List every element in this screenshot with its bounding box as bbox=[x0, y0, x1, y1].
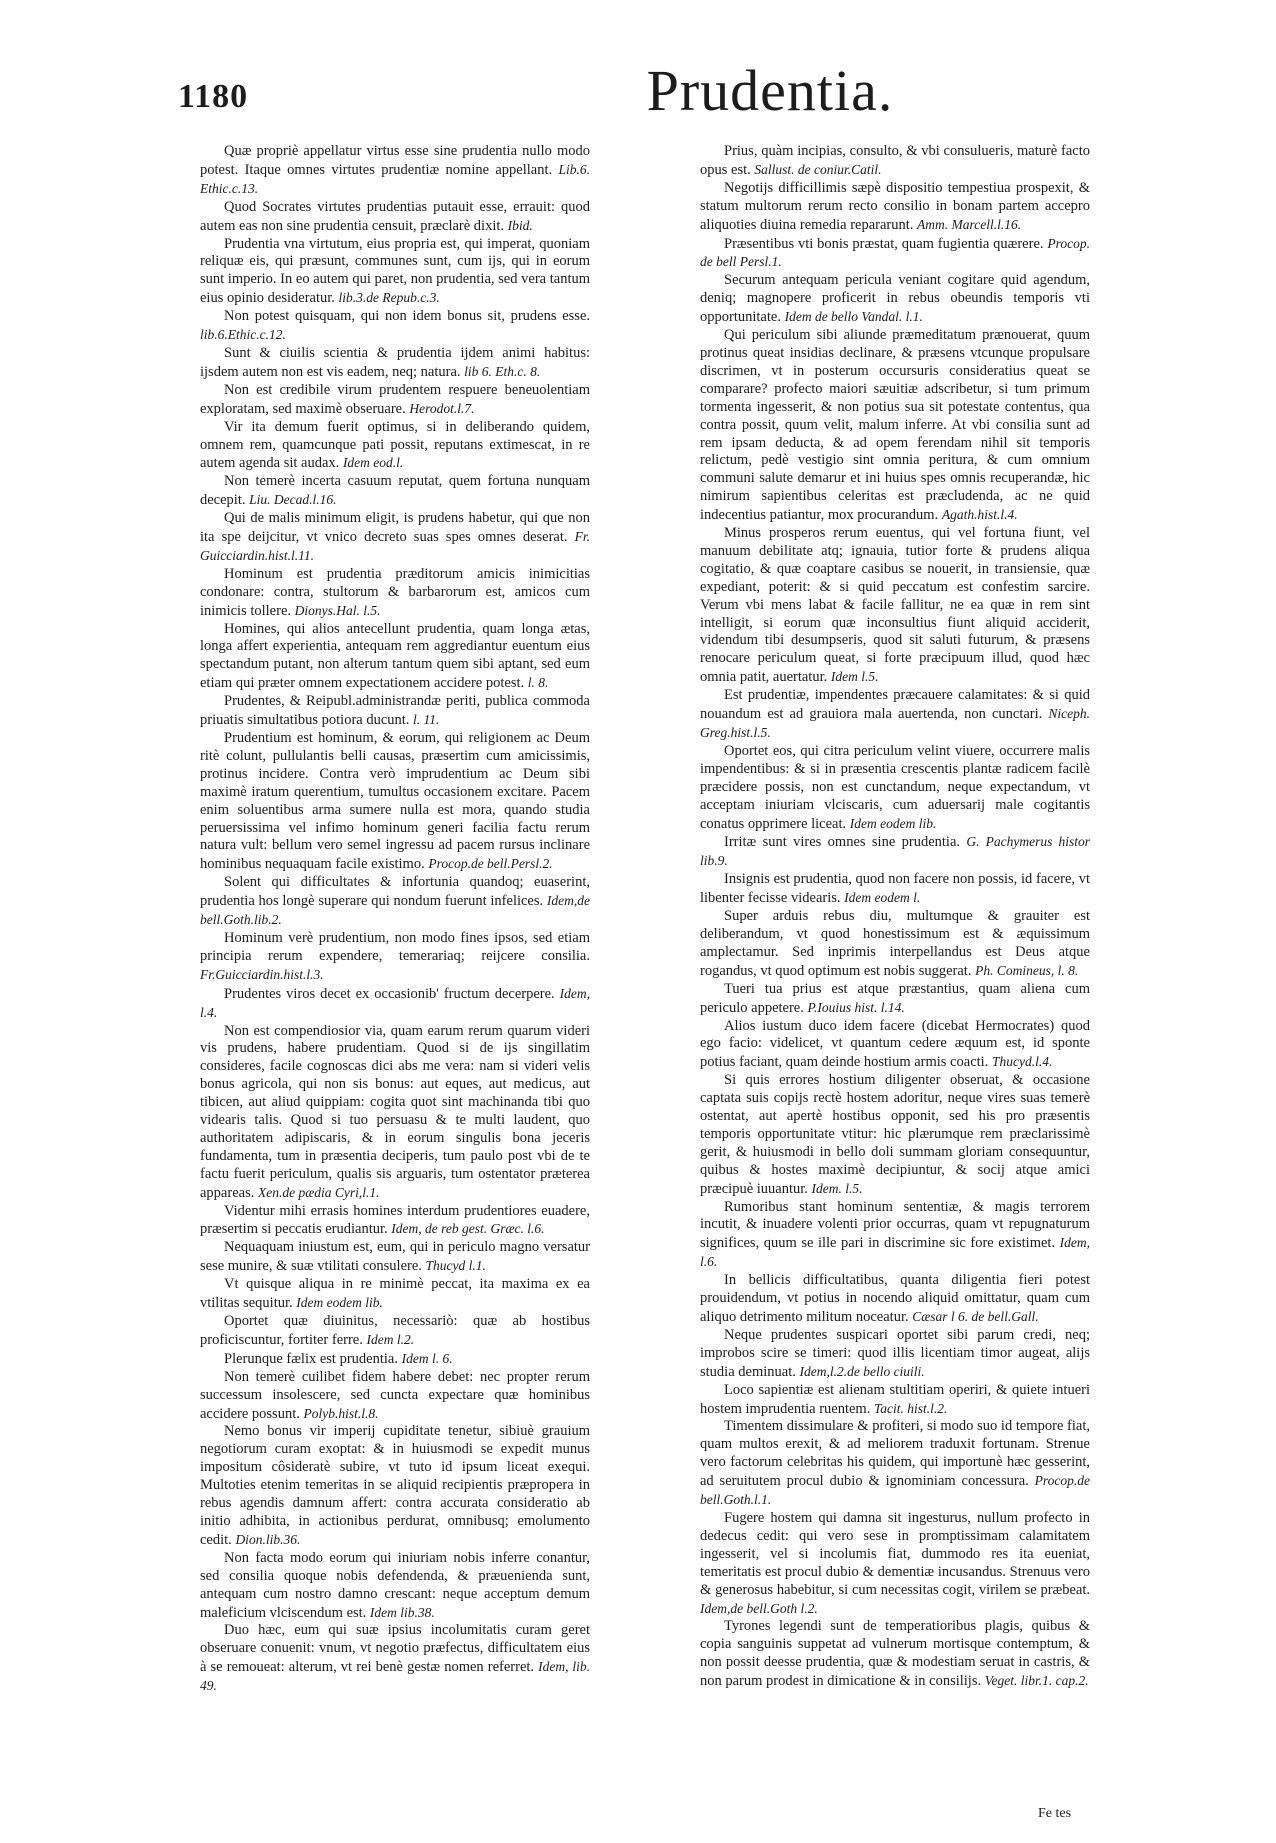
quotation-entry bbox=[200, 930, 590, 985]
quotation-entry bbox=[200, 1423, 590, 1549]
quotation-text: Minus prosperos rerum euentus, qui vel fortuna fiunt, vel manuum debilitate atq; ignauia, tutior forte & prudens aliqua cogitatio, & quæ coaptare casibus se nouerit, in transiensie, quæ expediant, poterit: & si quid peccatum est confestim sarcire. Verum vbi mens labat & facile fallitur, ne ea quæ in rem sint intelligit, si eorum quæ inconsultius fiunt aliquid acciderit, videndum tibi desumpseris, quod sit saluti futurum, & præsens renocare periculum queat, si forte præcipuum illud, quod hæc omnia patit, auertatur. bbox=[700, 525, 1090, 686]
quotation-entry bbox=[200, 473, 590, 510]
quotation-entry bbox=[700, 981, 1090, 1018]
quotation-entry bbox=[700, 235, 1090, 273]
citation: Sallust. de coniur.Catil. bbox=[754, 161, 882, 177]
citation: Idem l. 6. bbox=[401, 1350, 453, 1366]
quotation-entry bbox=[200, 419, 590, 474]
quotation-text: Loco sapientiæ est alienam stultitiam operiri, & quiete intueri hostem imprudentia ruentem. bbox=[700, 1381, 1090, 1417]
quotation-entry bbox=[700, 143, 1090, 180]
quotation-text: Tyrones legendi sunt de temperatioribus plagis, quibus & copia sanguinis suppetat ad vulnerum mortisque contemptum, & non possit deesse prudentia, quæ & modestiam seruat in castris, & non parum prodest in dimicatione & in consilijs. bbox=[700, 1618, 1090, 1690]
citation: Thucyd.l.4. bbox=[991, 1054, 1053, 1070]
quotation-text: Tueri tua prius est atque præstantius, quam aliena cum periculo appetere. bbox=[700, 980, 1090, 1016]
quotation-entry bbox=[700, 327, 1090, 525]
citation: Xen.de pædia Cyri,l.1. bbox=[257, 1184, 380, 1200]
citation: Fr.Guicciardin.hist.l.3. bbox=[200, 966, 324, 982]
citation: Dion.lib.36. bbox=[235, 1531, 301, 1547]
citation: Procop.de bell.Persl.2. bbox=[428, 856, 553, 872]
citation: l. 11. bbox=[413, 712, 440, 728]
quotation-entry bbox=[700, 871, 1090, 908]
quotation-entry bbox=[200, 199, 590, 236]
quotation-entry bbox=[700, 743, 1090, 834]
quotation-text: Non facta modo eorum qui iniuriam nobis inferre conantur, sed consilia quoque nobis defendenda, & præuenienda sunt, antequam cum nostro damno crescant: neque acceptum demum maleficium vlciscendum est. bbox=[200, 1549, 590, 1621]
citation: G. Pachymerus histor lib.9. bbox=[700, 834, 1090, 869]
column-right bbox=[700, 143, 1090, 1691]
quotation-entry bbox=[200, 730, 590, 874]
quotation-entry bbox=[700, 1018, 1090, 1073]
quotation-text: Rumoribus stant hominum sententiæ, & magis terrorem incutit, & inuadere volenti prior occurras, quam vt repugnaturum significes, quum se ille pari in discrimine sic fore existimet. bbox=[700, 1198, 1090, 1252]
quotation-entry bbox=[200, 143, 590, 199]
citation: Tacit. hist.l.2. bbox=[873, 1400, 948, 1416]
quotation-text: Præsentibus vti bonis præstat, quam fugientia quærere. bbox=[724, 235, 1044, 252]
quotation-text: Est prudentiæ, impendentes præcauere calamitates: & si quid nouandum est ad grauiora mala auertenda, non cunctari. bbox=[700, 687, 1090, 723]
quotation-entry bbox=[200, 308, 590, 345]
quotation-entry bbox=[200, 985, 590, 1023]
quotation-text: Prudentium est hominum, & eorum, qui religionem ac Deum ritè colunt, pullulantis belli causas, præsertim cum amicissimis, protinus incidere. Contra verò imprudentium ac Deum sibi maximè iratum querentium, tumultus occasionem excitare. Pacem enim soluentibus arma sumere nulla est mora, quando studia peruersissima vel infimo hominum generi facilia factu rerum natura vult: bellum vero semel ingressu ad pacem rursus inclinare hominibus nequaquam facile existimo. bbox=[200, 730, 590, 873]
quotation-entry bbox=[700, 1327, 1090, 1382]
quotation-entry bbox=[200, 510, 590, 566]
quotation-text: Quæ propriè appellatur virtus esse sine prudentia nullo modo potest. Itaque omnes virtutes prudentiæ nomine appellant. bbox=[200, 143, 590, 178]
citation: Liu. Decad.l.16. bbox=[249, 492, 337, 508]
quotation-text: Sunt & ciuilis scientia & prudentia ijdem animi habitus: ijsdem autem non est vis eadem, neq; natura. bbox=[200, 344, 590, 380]
citation: Niceph. Greg.hist.l.5. bbox=[700, 706, 1090, 740]
quotation-text: Fugere hostem qui damna sit ingesturus, nullum profecto in dedecus cedit: qui vero sese in promptissimam calamitatem ingesserit, vel si incolumis fiat, dummodo res ita eueniat, temeritatis est procul dubio & dementiæ incusandus. Strenuus vero & generosus habebitur, si cum necessitas cogit, virilem se præbeat. bbox=[700, 1509, 1090, 1598]
catchword: Fe tes bbox=[1038, 1806, 1072, 1821]
quotation-entry bbox=[700, 1272, 1090, 1327]
citation: Polyb.hist.l.8. bbox=[303, 1405, 379, 1421]
citation: Agath.hist.l.4. bbox=[941, 507, 1018, 523]
quotation-text: Oportet quæ diuinitus, necessariò: quæ ab hostibus proficiscuntur, fortiter ferre. bbox=[200, 1313, 590, 1348]
citation: Procop. de bell Persl.1. bbox=[700, 235, 1090, 270]
quotation-text: Prudentes viros decet ex occasionib' fructum decerpere. bbox=[224, 985, 555, 1002]
citation: Idem l.5. bbox=[830, 669, 879, 685]
citation: Idem de bello Vandal. l.1. bbox=[784, 309, 923, 325]
quotation-entry bbox=[200, 1023, 590, 1203]
citation: P.Iouius hist. l.14. bbox=[807, 999, 905, 1015]
citation: Cæsar l 6. de bell.Gall. bbox=[912, 1309, 1039, 1324]
quotation-text: Non est compendiosior via, quam earum rerum quarum videri vis prudens, habere prudentiam. Quod si de ijs singillatim consideres, facile cognoscas dici abs me vera: nam si videri velis bonus agricola, qui non sis bonus: aut eques, aut medicus, aut tibicen, aut aliud quippiam: cogita quot sint machinanda tibi quo videaris talis. Quod si tuo persuasu & te multi laudent, quo authoritatem adipiscaris, & in eorum singulis bona jeceris fundamenta, tum in præsentia deciperis, tum paulo post vbi de te factu fuerit periculum, qualis sis arguaris, tum ostentator præterea appareas. bbox=[200, 1022, 590, 1201]
column-left bbox=[200, 143, 590, 1696]
quotation-text: Hominum est prudentia præditorum amicis inimicitias condonare: contra, stultorum & barbarorum est, amicos cum inimicis tollere. bbox=[200, 565, 590, 619]
quotation-text: Duo hæc, eum qui suæ ipsius incolumitatis curam geret obseruare conuenit: vnum, vt negotio præfectus, difficultatem eius à se remoueat: alterum, vt rei benè gestæ nomen referret. bbox=[200, 1622, 590, 1676]
citation: Lib.6. Ethic.c.13. bbox=[200, 161, 591, 196]
citation: Idem l.2. bbox=[366, 1331, 415, 1347]
citation: Idem, de reb gest. Græc. l.6. bbox=[391, 1221, 545, 1237]
quotation-entry bbox=[700, 1382, 1090, 1419]
quotation-entry bbox=[200, 1369, 590, 1424]
quotation-entry bbox=[200, 1350, 590, 1369]
quotation-entry bbox=[700, 180, 1090, 235]
quotation-text: Super arduis rebus diu, multumque & grauiter est deliberandum, vt quod honestissimum est & æquissimum amplectamur. Sed inprimis interpellandus est Deus atque rogandus, vt quod optimum est nobis suggerat. bbox=[700, 908, 1090, 979]
quotation-entry bbox=[700, 908, 1090, 981]
quotation-text: Qui de malis minimum eligit, is prudens habetur, qui que non ita spe deijcitur, vt vnico decreto suas spes omnes deserat. bbox=[200, 510, 590, 546]
quotation-entry bbox=[200, 236, 590, 309]
quotation-entry bbox=[200, 693, 590, 730]
page-number: 1180 bbox=[178, 78, 249, 115]
quotation-text: Neque prudentes suspicari oportet sibi parum credi, neq; improbos scire se timeri: quod illis licentiam timor augeat, alijs studia deminuat. bbox=[700, 1326, 1090, 1380]
citation: Fr. Guicciardin.hist.l.11. bbox=[200, 529, 590, 563]
quotation-text: Hominum verè prudentium, non modo fines ipsos, sed etiam principia rerum expendere, temerariaq; reijcere consilia. bbox=[200, 929, 590, 964]
citation: Idem lib.38. bbox=[369, 1604, 435, 1620]
quotation-text: Prudentes, & Reipubl.administrandæ periti, publica commoda priuatis simultatibus potiora ducunt. bbox=[200, 693, 590, 729]
quotation-text: Prudentia vna virtutum, eius propria est, qui imperat, quoniam reliquæ eis, qui præsunt, communes sunt, cum ijs, qui in eorum sunt imperio. In eo autem qui paret, non prudentia, sed vera tantum eius opinio desideratur. bbox=[200, 235, 590, 307]
citation: Idem,de bell.Goth.lib.2. bbox=[200, 893, 590, 928]
citation: lib.3.de Repub.c.3. bbox=[338, 290, 440, 306]
quotation-entry bbox=[200, 1550, 590, 1623]
quotation-entry bbox=[200, 1313, 590, 1350]
quotation-text: Non potest quisquam, qui non idem bonus sit, prudens esse. bbox=[224, 308, 590, 325]
quotation-entry bbox=[200, 566, 590, 621]
quotation-entry bbox=[200, 382, 590, 419]
quotation-entry bbox=[200, 1622, 590, 1696]
citation: Idem, l.6. bbox=[700, 1235, 1091, 1270]
quotation-entry bbox=[700, 1418, 1090, 1510]
quotation-text: Securum antequam pericula veniant cogitare quid agendum, deniq; magnopere proficerit in rebus obeundis temporis vti opportunitate. bbox=[700, 272, 1090, 326]
citation: Idem eod.l. bbox=[342, 455, 404, 471]
quotation-entry bbox=[200, 621, 590, 694]
quotation-entry bbox=[200, 1203, 590, 1240]
quotation-entry bbox=[200, 345, 590, 382]
quotation-text: Nemo bonus vir imperij cupiditate tenetur, sibiuè grauium negotiorum curam exoptat: & in huiusmodi se expedit munus impositum côsideratè subire, vt tuto id ipsum liceat exequi. Multoties etenim temeritas in se aliquid recipientis præpropera in rebus agendis damnum affert: contra accurata consideratio ab initio adhibita, in actionibus perdurat, omnibusq; emolumento cedit. bbox=[200, 1423, 590, 1548]
quotation-entry bbox=[700, 1618, 1090, 1691]
quotation-entry bbox=[700, 272, 1090, 327]
quotation-text: Alios iustum duco idem facere (dicebat Hermocrates) quod ego facio: videlicet, vt quantum cedere æquum est, id sponte potius faciant, quam deinde hostium armis coacti. bbox=[700, 1017, 1090, 1071]
quotation-text: Solent qui difficultates & infortunia quandoq; euaserint, prudentia hos longè superare qui nondum fuerunt infelices. bbox=[200, 874, 590, 910]
quotation-text: Non est credibile virum prudentem respuere beneuolentiam exploratam, sed maximè obseruare. bbox=[200, 381, 590, 417]
quotation-text: Plerunque fælix est prudentia. bbox=[224, 1350, 398, 1367]
citation: Idem eodem lib. bbox=[849, 815, 937, 831]
quotation-entry bbox=[700, 687, 1090, 743]
citation: Thucyd l.1. bbox=[425, 1258, 486, 1274]
quotation-text: Prius, quàm incipias, consulto, & vbi consulueris, maturè facto opus est. bbox=[700, 143, 1090, 178]
citation: Ibid. bbox=[507, 217, 533, 233]
quotation-text: Vt quisque aliqua in re minimè peccat, ita maxima ex ea vtilitas sequitur. bbox=[200, 1276, 590, 1312]
quotation-entry bbox=[700, 1072, 1090, 1198]
quotation-entry bbox=[700, 525, 1090, 687]
citation: Idem, l.4. bbox=[200, 985, 590, 1020]
quotation-text: Negotijs difficillimis sæpè dispositio tempestiua prospexit, & statum multorum rerum recto consilio in bonam partem accepro aliquoties diuina remedia repararunt. bbox=[700, 179, 1090, 233]
quotation-entry bbox=[700, 1510, 1090, 1618]
quotation-text: Timentem dissimulare & profiteri, si modo suo id tempore fiat, quam multos erexit, & ad meliorem traduxit fortunam. Strenue vero factorum celebritas his quidem, qui importunè hæc gesserint, ad seruitutem procul dubio & ignominiam concessura. bbox=[700, 1418, 1090, 1490]
citation: Veget. libr.1. cap.2. bbox=[984, 1673, 1089, 1689]
citation: Idem,de bell.Goth l.2. bbox=[700, 1600, 818, 1616]
quotation-text: Quod Socrates virtutes prudentias putauit esse, errauit: quod autem eas non sine prudentia censuit, præclarè dixit. bbox=[200, 198, 590, 234]
citation: Idem. l.5. bbox=[811, 1180, 863, 1196]
quotation-text: Oportet eos, qui citra periculum velint viuere, occurrere malis impendentibus: & si in præsentia crescentis plantæ radicem facilè præcidere possis, non est cunctandum, neque expectandum, vt acceptam iniuriam vlciscaris, cum aduersarij male cogitantis conatus opprimere liceat. bbox=[700, 742, 1090, 832]
quotation-entry bbox=[200, 1276, 590, 1313]
quotation-text: Qui periculum sibi aliunde præmeditatum prænouerat, quum protinus queat insidias declinare, & præsens vtcunque propulsare discrimen, vt in posterum occursuris consideratius queat se comparare? profecto maiori sæuitiæ adscribetur, si tum primum tormenta ingesserit, & non potius sua sit potestate contentus, qua contra possit, quum velit, malum inferre. At vbi consilia sunt ad rem ipsam deducta, & ad opem ferendam nihil sit temporis relictum, pedè vestigio sint omnia peritura, & cum omnium communi salute demarur et ini huius spes omnis recuperandæ, hic nimirum sapientibus celeritas est præcludenda, ac ne quid indecentius patiantur, mox procurandum. bbox=[700, 327, 1090, 524]
quotation-text: Non temerè incerta casuum reputat, quem fortuna nunquam decepit. bbox=[200, 473, 590, 509]
citation: Herodot.l.7. bbox=[409, 400, 475, 416]
quotation-text: Videntur mihi errasis homines interdum prudentiores euadere, præsertim si peccatis erudiantur. bbox=[200, 1202, 590, 1238]
citation: Idem,l.2.de bello ciuili. bbox=[799, 1363, 925, 1379]
running-title: Prudentia. bbox=[646, 58, 894, 123]
quotation-entry bbox=[200, 874, 590, 930]
citation: lib.6.Ethic.c.12. bbox=[200, 327, 286, 343]
quotation-text: Homines, qui alios antecellunt prudentia, quam longa ætas, longa affert experientia, antequam rem aggrediantur euentum eius spectandum putant, non alterum tantum quem sibi aptant, sed eum etiam qui præter omnem expectationem accidere potest. bbox=[200, 620, 590, 692]
quotation-text: Vir ita demum fuerit optimus, si in deliberando quidem, omnem rem, quamcunque pati possit, reputans extimescat, in re autem agenda sit audax. bbox=[200, 418, 590, 472]
citation: Idem eodem l. bbox=[844, 890, 921, 906]
quotation-text: Nequaquam iniustum est, eum, qui in periculo magno versatur sese munire, & suæ vtilitati consulere. bbox=[200, 1239, 590, 1275]
quotation-text: Irritæ sunt vires omnes sine prudentia. bbox=[724, 834, 961, 851]
citation: Dionys.Hal. l.5. bbox=[294, 602, 381, 618]
quotation-text: In bellicis difficultatibus, quanta diligentia fieri potest prouidendum, vt potius in nocendo aliquid omittatur, quam cum aliquo detrimento militum noceatur. bbox=[700, 1272, 1090, 1325]
citation: lib 6. Eth.c. 8. bbox=[464, 363, 541, 379]
citation: Amm. Marcell.l.16. bbox=[917, 216, 1022, 232]
quotation-entry bbox=[700, 833, 1090, 871]
quotation-text: Insignis est prudentia, quod non facere non possis, id facere, vt libenter fecisse videaris. bbox=[700, 871, 1090, 907]
citation: l. 8. bbox=[527, 675, 549, 691]
quotation-text: Si quis errores hostium diligenter obseruat, & occasione captata suis copijs rectè hostem adoritur, neque vires suas temerè ostentat, aut apertè hostibus opponit, sed his pro præsentis temporis opportunitate vtitur: hic plærumque rem præclarissimè gerit, & huiusmodi in bello doli summam gloriam consequuntur, quibus & hostes maximè decipiuntur, & socij atque amici præcipuè iuuantur. bbox=[700, 1072, 1090, 1197]
quotation-entry bbox=[200, 1239, 590, 1276]
citation: Ph. Comineus, l. 8. bbox=[975, 962, 1079, 978]
quotation-text: Non temerè cuilibet fidem habere debet: nec propter rerum successum insolescere, sed cuncta expectare quæ hominibus accidere possunt. bbox=[200, 1368, 590, 1422]
quotation-entry bbox=[700, 1199, 1090, 1273]
citation: Idem eodem lib. bbox=[296, 1295, 383, 1311]
citation: Procop.de bell.Goth.l.1. bbox=[700, 1473, 1090, 1508]
citation: Idem, lib. 49. bbox=[200, 1659, 590, 1694]
